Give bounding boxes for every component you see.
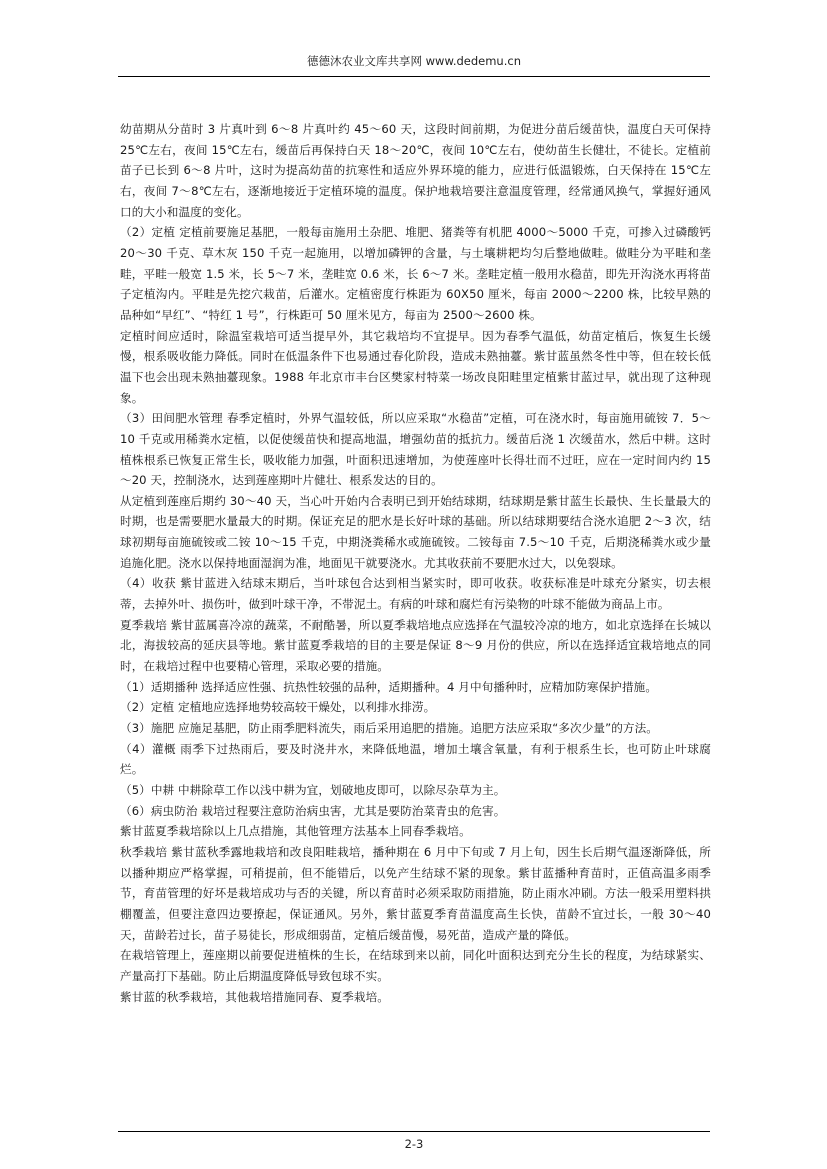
paragraph: 紫甘蓝的秋季栽培，其他栽培措施同春、夏季栽培。	[120, 989, 389, 1004]
page-number: 2-3	[404, 1137, 424, 1151]
paragraph: （5）中耕 中耕除草工作以浅中耕为宜，划破地皮即可，以除尽杂草为主。	[120, 783, 506, 797]
paragraph: 在栽培管理上，莲座期以前要促进植株的生长，在结球到来以前，同化叶面积达到充分生长的程度，为结球紧实、产量高打下基础。防止后期温度降低导致包球不实。	[120, 948, 711, 983]
paragraph: （2）定植 定植前要施足基肥，一般每亩施用土杂肥、堆肥、猪粪等有机肥 4000～5000 千克，可掺入过磷酸钙 20～30 千克、草木灰 150 千克一起施用，以增加磷钾的含量，与土壤耕耙均匀后整地做畦。做畦分为平畦和垄畦，平畦一般宽 1.5 米，长 5～7 米，垄畦宽 0.6 米，长 6～7 米。垄畦定植一般用水稳苗，即先开沟浇水再将苗子定植沟内。平畦是先挖穴栽苗，后灌水。定植密度行株距为 60X50 厘米，每亩 2000～2200 株，比较早熟的品种如“早红”、“特红 1 号”，行株距可 50 厘米见方，每亩为 2500～2600 株。	[120, 225, 711, 322]
paragraph: （1）适期播种 选择适应性强、抗热性较强的品种，适期播种。4 月中旬播种时，应精加防寒保护措施。	[120, 679, 658, 694]
paragraph: 定植时间应适时，除温室栽培可适当提早外，其它栽培均不宜提早。因为春季气温低，幼苗定植后，恢复生长缓慢，根系吸收能力降低。同时在低温条件下也易通过春化阶段，造成未熟抽薹。紫甘蓝虽然冬性中等，但在较长低温下也会出现未熟抽薹现象。1988 年北京市丰台区樊家村特菜一场改良阳畦里定植紫甘蓝过早，就出现了这种现象。	[120, 328, 711, 405]
paragraph: （4）收获 紫甘蓝进入结球末期后，当叶球包合达到相当紧实时，即可收获。收获标准是叶球充分紧实，切去根蒂，去掉外叶、损伤叶，做到叶球干净，不带泥土。有病的叶球和腐烂有污染物的叶球不能做为商品上市。	[120, 576, 711, 612]
page-header: 德德沐农业文库共享网 www.dedemu.cn	[307, 54, 521, 68]
paragraph: （4）灌概 雨季下过热雨后，要及时浇井水，来降低地温，增加土壤含氧量，有利于根系生长，也可防止叶球腐烂。	[120, 741, 711, 777]
paragraph: 从定植到莲座后期约 30～40 天，当心叶开始内合表明已到开始结球期，结球期是紫甘蓝生长最快、生长量最大的时期，也是需要肥水量最大的时期。保证充足的肥水是长好叶球的基础。所以结球期要结合浇水追肥 2～3 次，结球初期每亩施硫铵或二铵 10～15 千克，中期浇粪稀水或施硫铵。二铵每亩 7.5～10 千克，后期浇稀粪水或少量追施化肥。浇水以保持地面湿润为准，地面见干就要浇水。尤其收获前不要肥水过大，以免裂球。	[120, 493, 711, 570]
paragraph: （3）田间肥水管理 春季定植时，外界气温较低，所以应采取“水稳苗”定植，可在浇水时，每亩施用硫铵 7．5～10 千克或用稀粪水定植，以促使缓苗快和提高地温，增强幼苗的抵抗力。缓苗后浇 1 次缓苗水，然后中耕。这时植株根系已恢复正常生长，吸收能力加强，叶面积迅速增加，为使莲座叶长得壮而不过旺，应在一定时间内约 15～20 天，控制浇水，达到莲座期叶片健壮、根系发达的目的。	[120, 411, 711, 488]
paragraph: （3）施肥 应施足基肥，防止雨季肥料流失，雨后采用追肥的措施。追肥方法应采取“多次少量”的方法。	[120, 721, 659, 736]
paragraph: 幼苗期从分苗时 3 片真叶到 6～8 片真叶约 45～60 天，这段时间前期，为促进分苗后缓苗快，温度白天可保持 25℃左右，夜间 15℃左右，缓苗后再保持白天 18～20℃，夜间 10℃左右，使幼苗生长健壮，不徒长。定植前苗子已长到 6～8 片叶，这时为提高幼苗的抗寒性和适应外界环境的能力，应进行低温锻炼，白天保持在 15℃左右，夜间 7～8℃左右，逐渐地接近于定植环境的温度。保护地栽培要注意温度管理，经常通风换气，掌握好通风口的大小和温度的变化。	[120, 122, 711, 219]
paragraph: 紫甘蓝夏季栽培除以上几点措施，其他管理方法基本上同春季栽培。	[120, 824, 471, 839]
document-body	[120, 119, 711, 1007]
header-divider	[118, 76, 710, 77]
footer-divider	[118, 1131, 710, 1132]
paragraph: 秋季栽培 紫甘蓝秋季露地栽培和改良阳畦栽培，播种期在 6 月中下旬或 7 月上旬，因生长后期气温逐渐降低，所以播种期应严格掌握，可稍提前，但不能错后，以免产生结球不紧的现象。紫甘蓝播种育苗时，正值高温多雨季节，育苗管理的好坏是栽培成功与否的关键，所以育苗时必须采取防雨措施，防止雨水冲刷。方法一般采用塑料拱棚覆盖，但要注意四边要撩起，保证通风。另外，紫甘蓝夏季育苗温度高生长快，苗龄不宜过长，一般 30～40 天，苗龄若过长，苗子易徒长，形成细弱苗，定植后缓苗慢，易死苗，造成产量的降低。	[120, 844, 711, 942]
paragraph: 夏季栽培 紫甘蓝属喜冷凉的蔬菜，不耐酷暑，所以夏季栽培地点应选择在气温较冷凉的地方，如北京选择在长城以北，海拔较高的延庆县等地。紫甘蓝夏季栽培的目的主要是保证 8～9 月份的供应，所以在选择适宜栽培地点的同时，在栽培过程中也要精心管理，采取必要的措施。	[120, 617, 711, 674]
paragraph: （6）病虫防治 栽培过程要注意防治病虫害，尤其是要防治菜青虫的危害。	[120, 803, 506, 818]
paragraph: （2）定植 定植地应选择地势较高较干燥处，以利排水排涝。	[120, 700, 436, 715]
